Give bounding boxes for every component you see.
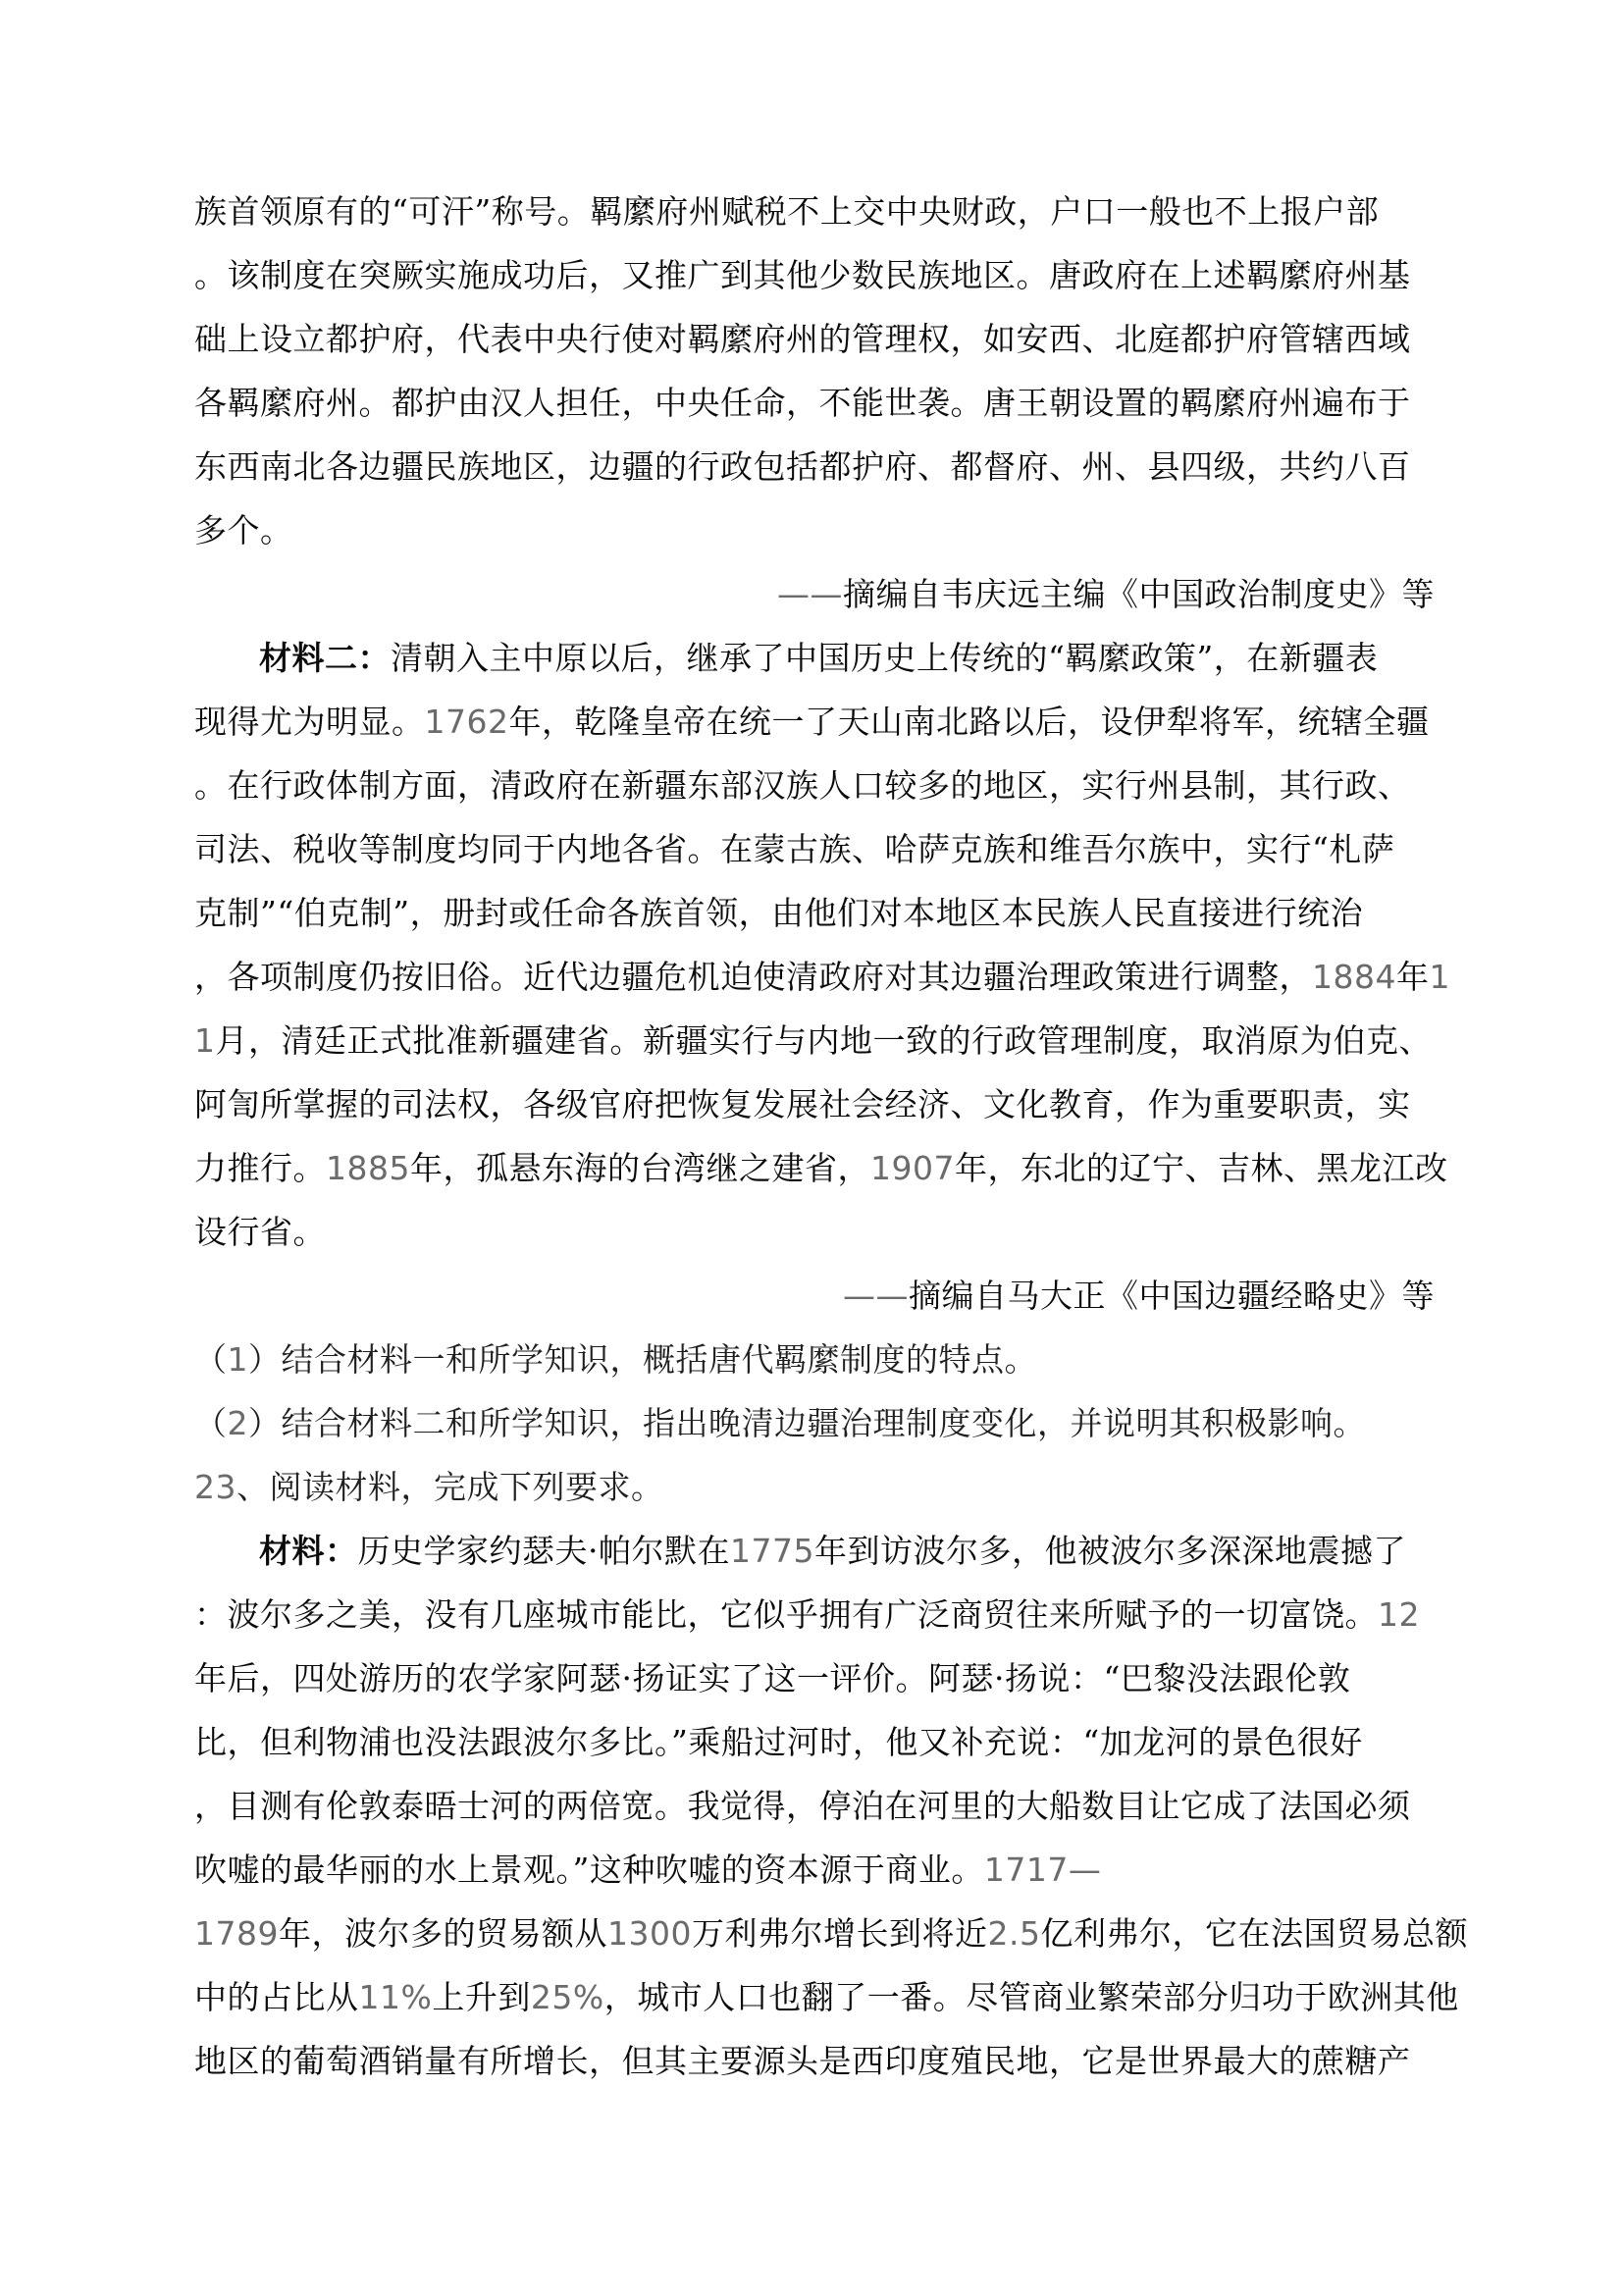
text-line-14: 1月，清廷正式批准新疆建省。新疆实行与内地一致的行政管理制度，取消原为伯克、 [194,1021,1432,1060]
numeral: 11% [358,1978,433,2016]
numeral: 1885 [326,1149,410,1187]
numeral: 1300 [606,1914,692,1953]
text-line-11: 司法、税收等制度均同于内地各省。在蒙古族、哈萨克族和维吾尔族中，实行“札萨 [194,830,1395,868]
text-line-15: 阿訇所掌握的司法权，各级官府把恢复发展社会经济、文化教育，作为重要职责，实 [194,1085,1411,1123]
text-line-30: 地区的葡萄酒销量有所增长，但其主要源头是西印度殖民地，它是世界最大的蔗糖产 [194,2042,1411,2080]
text-line-28: 1789年，波尔多的贸易额从1300万利弗尔增长到将近2.5亿利弗尔，它在法国贸易总额 [194,1914,1468,1953]
numeral: 1775 [730,1532,814,1570]
text-line-17: 设行省。 [194,1213,326,1251]
numeral: 1907 [869,1149,955,1187]
numeral: 25% [530,1978,604,2016]
document-text [194,180,1468,2093]
text-line-1: 族首领原有的“可汗”称号。羁縻府州赋税不上交中央财政，户口一般也不上报户部 [194,192,1380,231]
text-line-26: ，目测有伦敦泰晤士河的两倍宽。我觉得，停泊在河里的大船数目让它成了法国必须 [194,1787,1411,1825]
text-line-3: 础上设立都护府，代表中央行使对羁縻府州的管理权，如安西、北庭都护府管辖西域 [194,320,1411,358]
text-line-13: ，各项制度仍按旧俗。近代边疆危机迫使清政府对其边疆治理政策进行调整，1884年1 [194,958,1450,996]
text-line-12: 克制”“伯克制”，册封或任命各族首领，由他们对本地区本民族人民直接进行统治 [194,894,1364,932]
text-line-22: 材料：历史学家约瑟夫·帕尔默在1775年到访波尔多，他被波尔多深深地震撼了 [259,1532,1406,1570]
text-line-5: 东西南北各边疆民族地区，边疆的行政包括都护府、都督府、州、县四级，共约八百 [194,447,1411,486]
text-line-16: 力推行。1885年，孤悬东海的台湾继之建省，1907年，东北的辽宁、吉林、黑龙江改 [194,1149,1448,1187]
numeral: 1717 [983,1851,1069,1889]
text-line-8: 材料二：清朝入主中原以后，继承了中国历史上传统的“羁縻政策”，在新疆表 [259,639,1379,677]
numeral: — [1068,1851,1102,1889]
text-line-19: （1）结合材料一和所学知识，概括唐代羁縻制度的特点。 [194,1340,1037,1379]
numeral: —— [777,575,843,613]
numeral: 1 [1429,958,1450,996]
numeral: —— [843,1277,909,1315]
numeral: 1762 [424,703,509,741]
material-label: 材料二： [259,639,391,677]
text-line-10: 。在行政体制方面，清政府在新疆东部汉族人口较多的地区，实行州县制，其行政、 [194,766,1411,805]
numeral: 12 [1378,1595,1420,1634]
text-line-25: 比，但利物浦也没法跟波尔多比。”乘船过河时，他又补充说：“加龙河的景色很好 [194,1723,1363,1761]
numeral: 23 [194,1468,236,1506]
text-line-23: ：波尔多之美，没有几座城市能比，它似乎拥有广泛商贸往来所赋予的一切富饶。12 [194,1595,1420,1634]
text-line-4: 各羁縻府州。都护由汉人担任，中央任命，不能世袭。唐王朝设置的羁縻府州遍布于 [194,384,1411,422]
numeral: 1 [227,1340,248,1379]
numeral: 2.5 [987,1914,1041,1953]
text-line-27: 吹嘘的最华丽的水上景观。”这种吹嘘的资本源于商业。1717— [194,1851,1102,1889]
text-line-2: 。该制度在突厥实施成功后，又推广到其他少数民族地区。唐政府在上述羁縻府州基 [194,256,1411,294]
text-line-18: ——摘编自马大正《中国边疆经略史》等 [843,1277,1435,1315]
text-line-20: （2）结合材料二和所学知识，指出晚清边疆治理制度变化，并说明其积极影响。 [194,1404,1366,1442]
text-line-24: 年后，四处游历的农学家阿瑟·扬证实了这一评价。阿瑟·扬说：“巴黎没法跟伦敦 [194,1659,1351,1697]
text-line-21: 23、阅读材料，完成下列要求。 [194,1468,664,1506]
numeral: 1884 [1312,958,1396,996]
text-line-9: 现得尤为明显。1762年，乾隆皇帝在统一了天山南北路以后，设伊犁将军，统辖全疆 [194,703,1430,741]
text-line-7: ——摘编自韦庆远主编《中国政治制度史》等 [777,575,1435,613]
numeral: 1789 [194,1914,279,1953]
numeral: 1 [194,1021,216,1060]
text-line-6: 多个。 [194,511,293,549]
text-line-29: 中的占比从11%上升到25%，城市人口也翻了一番。尽管商业繁荣部分归功于欧洲其他 [194,1978,1459,2016]
numeral: 2 [227,1404,248,1442]
material-label: 材料： [259,1532,358,1570]
